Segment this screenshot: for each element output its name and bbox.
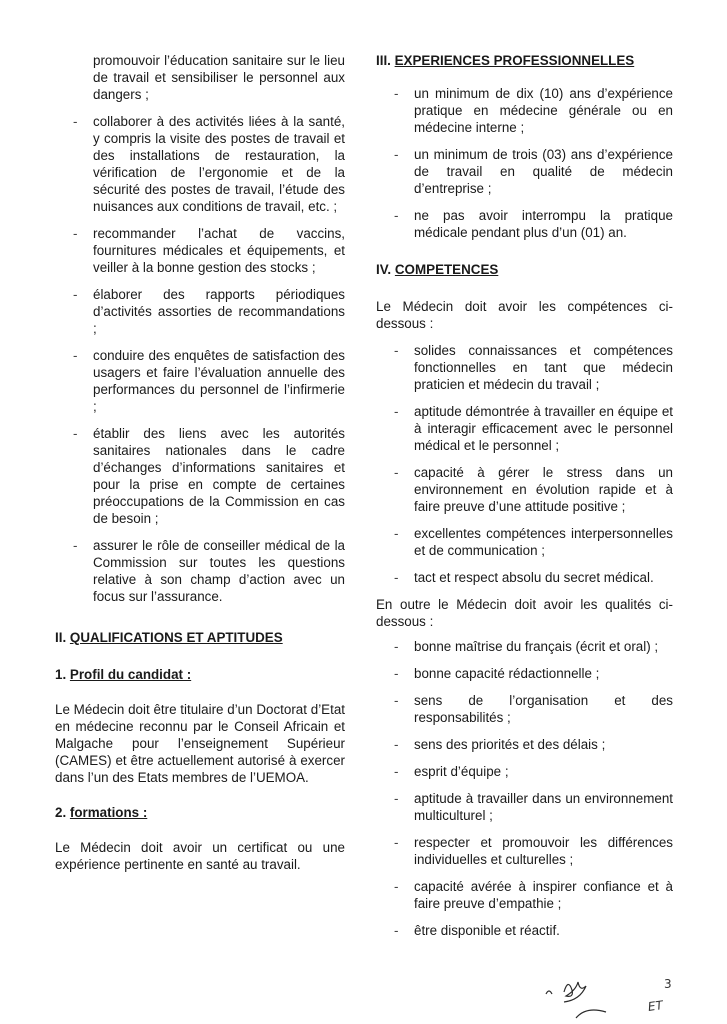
duties-list bbox=[55, 113, 345, 605]
right-column bbox=[376, 52, 673, 949]
list-item: - collaborer à des activités liées à la santé, y compris la visite des postes de travail et des installations de restauration, la vérification de l’ergonomie et de la sécurité des postes de travail, l’étude des nuisances aux conditions de travail, etc. ; bbox=[55, 113, 345, 215]
list-item: - assurer le rôle de conseiller médical de la Commission sur toutes les questions relative à son champ d’action avec un focus sur l’assurance. bbox=[55, 537, 345, 605]
list-continuation: promouvoir l’éducation sanitaire sur le lieu de travail et sensibiliser le personnel aux dangers ; bbox=[93, 53, 345, 102]
competences-intro: Le Médecin doit avoir les compétences ci-dessous : bbox=[376, 299, 673, 331]
list-item: - tact et respect absolu du secret médical. bbox=[376, 569, 673, 586]
signature-scribble bbox=[536, 972, 616, 1022]
section-heading-qualifications: II. QUALIFICATIONS ET APTITUDES bbox=[55, 630, 283, 645]
list-item: - être disponible et réactif. bbox=[376, 922, 673, 939]
list-item: - respecter et promouvoir les différences individuelles et culturelles ; bbox=[376, 834, 673, 868]
initials-mark: ET bbox=[647, 998, 664, 1014]
page-number: 3 bbox=[664, 977, 672, 991]
list-item: - sens de l’organisation et des responsabilités ; bbox=[376, 692, 673, 726]
list-item: - aptitude démontrée à travailler en équipe et à interagir efficacement avec le personnel médical et le personnel ; bbox=[376, 403, 673, 454]
list-item: - recommander l’achat de vaccins, fournitures médicales et équipements, et veiller à la bonne gestion des stocks ; bbox=[55, 225, 345, 276]
list-item: - élaborer des rapports périodiques d’activités assorties de recommandations ; bbox=[55, 286, 345, 337]
qualities-intro: En outre le Médecin doit avoir les qualités ci-dessous : bbox=[376, 597, 673, 629]
subheading-formations: 2. formations : bbox=[55, 805, 148, 820]
list-item: - un minimum de dix (10) ans d’expérience pratique en médecine générale ou en médecine interne ; bbox=[376, 85, 673, 136]
formations-paragraph: Le Médecin doit avoir un certificat ou une expérience pertinente en santé au travail. bbox=[55, 840, 345, 872]
list-item: - un minimum de trois (03) ans d’expérience de travail en qualité de médecin d’entreprise ; bbox=[376, 146, 673, 197]
qualities-list bbox=[376, 638, 673, 939]
experience-list bbox=[376, 85, 673, 241]
left-column bbox=[55, 52, 345, 873]
section-heading-experiences: III. EXPERIENCES PROFESSIONNELLES bbox=[376, 53, 635, 68]
list-item: - sens des priorités et des délais ; bbox=[376, 736, 673, 753]
list-item: - établir des liens avec les autorités sanitaires nationales dans le cadre d’échanges d’informations sanitaires et pour la prise en compte de certaines préoccupations de la Commission en cas de besoin ; bbox=[55, 425, 345, 527]
list-item: - esprit d’équipe ; bbox=[376, 763, 673, 780]
profil-paragraph: Le Médecin doit être titulaire d’un Doctorat d’Etat en médecine reconnu par le Conseil Africain et Malgache pour l’enseignement Supérieur (CAMES) et être actuellement autorisé à exercer dans l’un des Etats membres de l’UEMOA. bbox=[55, 702, 345, 785]
list-item: - aptitude à travailler dans un environnement multiculturel ; bbox=[376, 790, 673, 824]
list-item: - excellentes compétences interpersonnelles et de communication ; bbox=[376, 525, 673, 559]
list-item: - bonne capacité rédactionnelle ; bbox=[376, 665, 673, 682]
list-item: - capacité à gérer le stress dans un environnement en évolution rapide et à faire preuve d’une attitude positive ; bbox=[376, 464, 673, 515]
list-item: - capacité avérée à inspirer confiance et à faire preuve d’empathie ; bbox=[376, 878, 673, 912]
list-item: - bonne maîtrise du français (écrit et oral) ; bbox=[376, 638, 673, 655]
list-item: - solides connaissances et compétences fonctionnelles en tant que médecin praticien et médecin du travail ; bbox=[376, 342, 673, 393]
list-item: - conduire des enquêtes de satisfaction des usagers et faire l’évaluation annuelle des performances du personnel de l’infirmerie ; bbox=[55, 347, 345, 415]
section-heading-competences: IV. COMPETENCES bbox=[376, 262, 499, 277]
list-item: - ne pas avoir interrompu la pratique médicale pendant plus d’un (01) an. bbox=[376, 207, 673, 241]
competences-list bbox=[376, 342, 673, 586]
subheading-profil: 1. Profil du candidat : bbox=[55, 667, 192, 682]
